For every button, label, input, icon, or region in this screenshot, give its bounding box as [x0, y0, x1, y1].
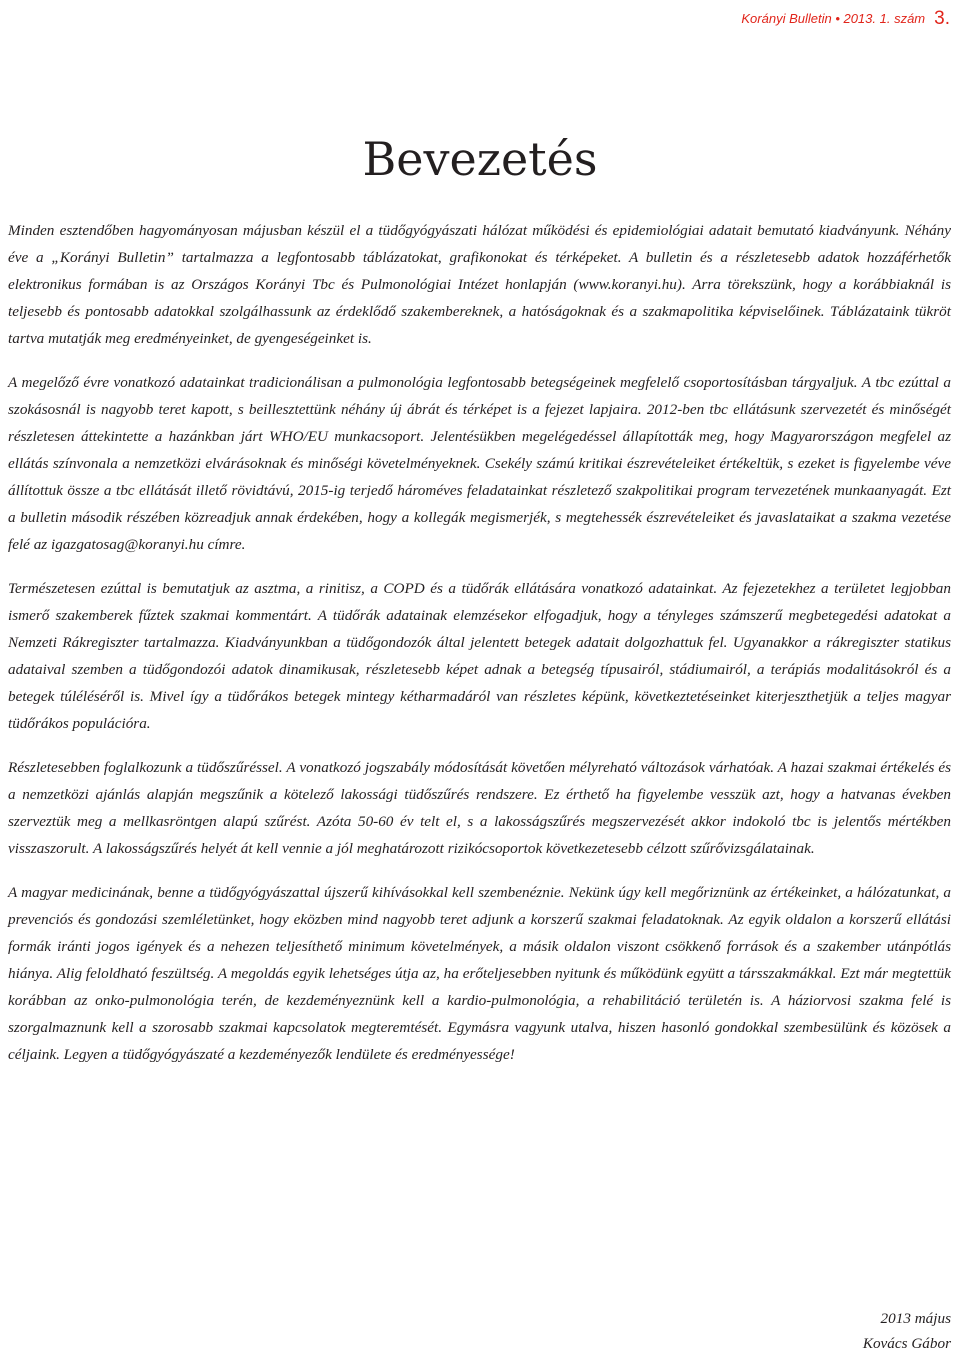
article-body	[8, 217, 951, 1085]
signature-author: Kovács Gábor	[862, 1335, 951, 1352]
page-title: Bevezetés	[362, 132, 598, 186]
publication-label: Korányi Bulletin • 2013. 1. szám	[741, 11, 926, 26]
signature-block	[863, 1306, 951, 1356]
paragraph-asthma-copd-lung-cancer: Természetesen ezúttal is bemutatjuk az asztma, a rinitisz, a COPD és a tüdőrák ellátására vonatkozó adatainkat. Az fejezetekhez a területet legjobban ismerő szakemberek fűztek szakmai kommentárt. A tüdőrák adatainak elemzésekor elfogadjuk, hogy a tényleges számszerű megbetegedési adatokat a Nemzeti Rákregiszter tartalmazza. Kiadványunkban a tüdőgondozók által jelentett betegek adatait dolgozhattuk fel. Ugyanakkor a rákregiszter statikus adataival szemben a tüdőgondozói adatok dinamikusak, részletesebb képet adnak a betegség típusairól, stádiumairól, a terápiás modalitásokról és a betegek túléléséről is. Mivel így a tüdőrákos betegek mintegy kétharmadáról van részletes képünk, következtetéseinket kiterjeszthetjük a teljes magyar tüdőrákos populációra.	[8, 580, 951, 732]
signature-date: 2013 május	[880, 1310, 951, 1327]
paragraph-intro: Minden esztendőben hagyományosan májusban készül el a tüdőgyógyászati hálózat működési és epidemiológiai adatait bemutató kiadványunk. Néhány éve a „Korányi Bulletin” tartalmazza a legfontosabb táblázatokat, grafikonokat és térképeket. A bulletin és a részletesebb adatok hozzáférhetők elektronikus formában is az Országos Korányi Tbc és Pulmonológiai Intézet honlapján (www.koranyi.hu). Arra törekszünk, hogy a korábbiaknál is teljesebb és pontosabb adatokkal szolgálhassunk az érdeklődő szakembereknek, a hatóságoknak és a szakmapolitika képviselőinek. Táblázataink tükröt tartva mutatják meg eredményeinket, de gyengeségeinket is.	[8, 222, 951, 347]
page-number: 3.	[934, 8, 950, 29]
paragraph-tbc: A megelőző évre vonatkozó adatainkat tradicionálisan a pulmonológia legfontosabb betegségeinek megfelelő csoportosításban tárgyaljuk. A tbc ezúttal a szokásosnál is nagyobb teret kapott, s beillesztettünk néhány új ábrát és térképet is a fejezet lapjaira. 2012-ben tbc ellátásunk szervezetét és minőségét részletesen áttekintette a hazánkban járt WHO/EU munkacsoport. Jelentésükben megelégedéssel állapították meg, hogy Magyarországon megfelel az ellátás színvonala a nemzetközi elvárásoknak és minőségi követelményeknek. Csekély számú kritikai észrevételeiket értékeltük, s ezeket is figyelembe véve állítottuk össze a tbc ellátását illető rövidtávú, 2015-ig terjedő hároméves feladatainkat részletező szakpolitikai program tervezetének munkaanyagát. Ezt a bulletin második részében közreadjuk annak érdekében, hogy a kollegák megismerjék, s megtehessék észrevételeiket és javaslataikat a szakma vezetése felé az igazgatosag@koranyi.hu címre.	[8, 374, 951, 553]
running-header	[741, 7, 950, 29]
paragraph-challenges: A magyar medicinának, benne a tüdőgyógyászattal újszerű kihívásokkal kell szembenéznie. Nekünk úgy kell megőriznünk az értékeinket, a hálózatunkat, a prevenciós és gondozási szemléletünket, hogy eközben mind nagyobb teret adjunk a korszerű szakmai feladatoknak. Az egyik oldalon a korszerű ellátási formák iránti jogos igények és a nehezen teljesíthető minimum követelmények, a másik oldalon viszont csökkenő források és a szakember utánpótlás hiánya. Alig feloldható feszültség. A megoldás egyik lehetséges útja az, ha erőteljesebben nyitunk és működünk együtt a társszakmákkal. Ezt már megtettük korábban az onko-pulmonológia terén, de kezdeményeznünk kell a kardio-pulmonológia, a rehabilitáció területén is. A háziorvosi szakma felé is szorgalmaznunk kell a szorosabb szakmai kapcsolatok megteremtését. Egymásra vagyunk utalva, hiszen hasonló gondokkal szembesülünk és közösek a céljaink. Legyen a tüdőgyógyászaté a kezdeményezők lendülete és eredményessége!	[8, 884, 951, 1063]
paragraph-screening: Részletesebben foglalkozunk a tüdőszűréssel. A vonatkozó jogszabály módosítását követően mélyreható változások várhatóak. A hazai szakmai értékelés és a nemzetközi ajánlás alapján megszűnik a kötelező lakossági tüdőszűrés rendszere. Ez érthető ha figyelembe vesszük azt, hogy a hatvanas években szerveztük meg a mellkasröntgen alapú szűrést. Azóta 50-60 év telt el, s a lakosságszűrés megszervezését akkor indokoló tbc is jelentős mértékben visszaszorult. A lakosságszűrés helyét át kell vennie a jól meghatározott rizikócsoportok következetesebb célzott szűrővizsgálatainak.	[8, 759, 951, 857]
